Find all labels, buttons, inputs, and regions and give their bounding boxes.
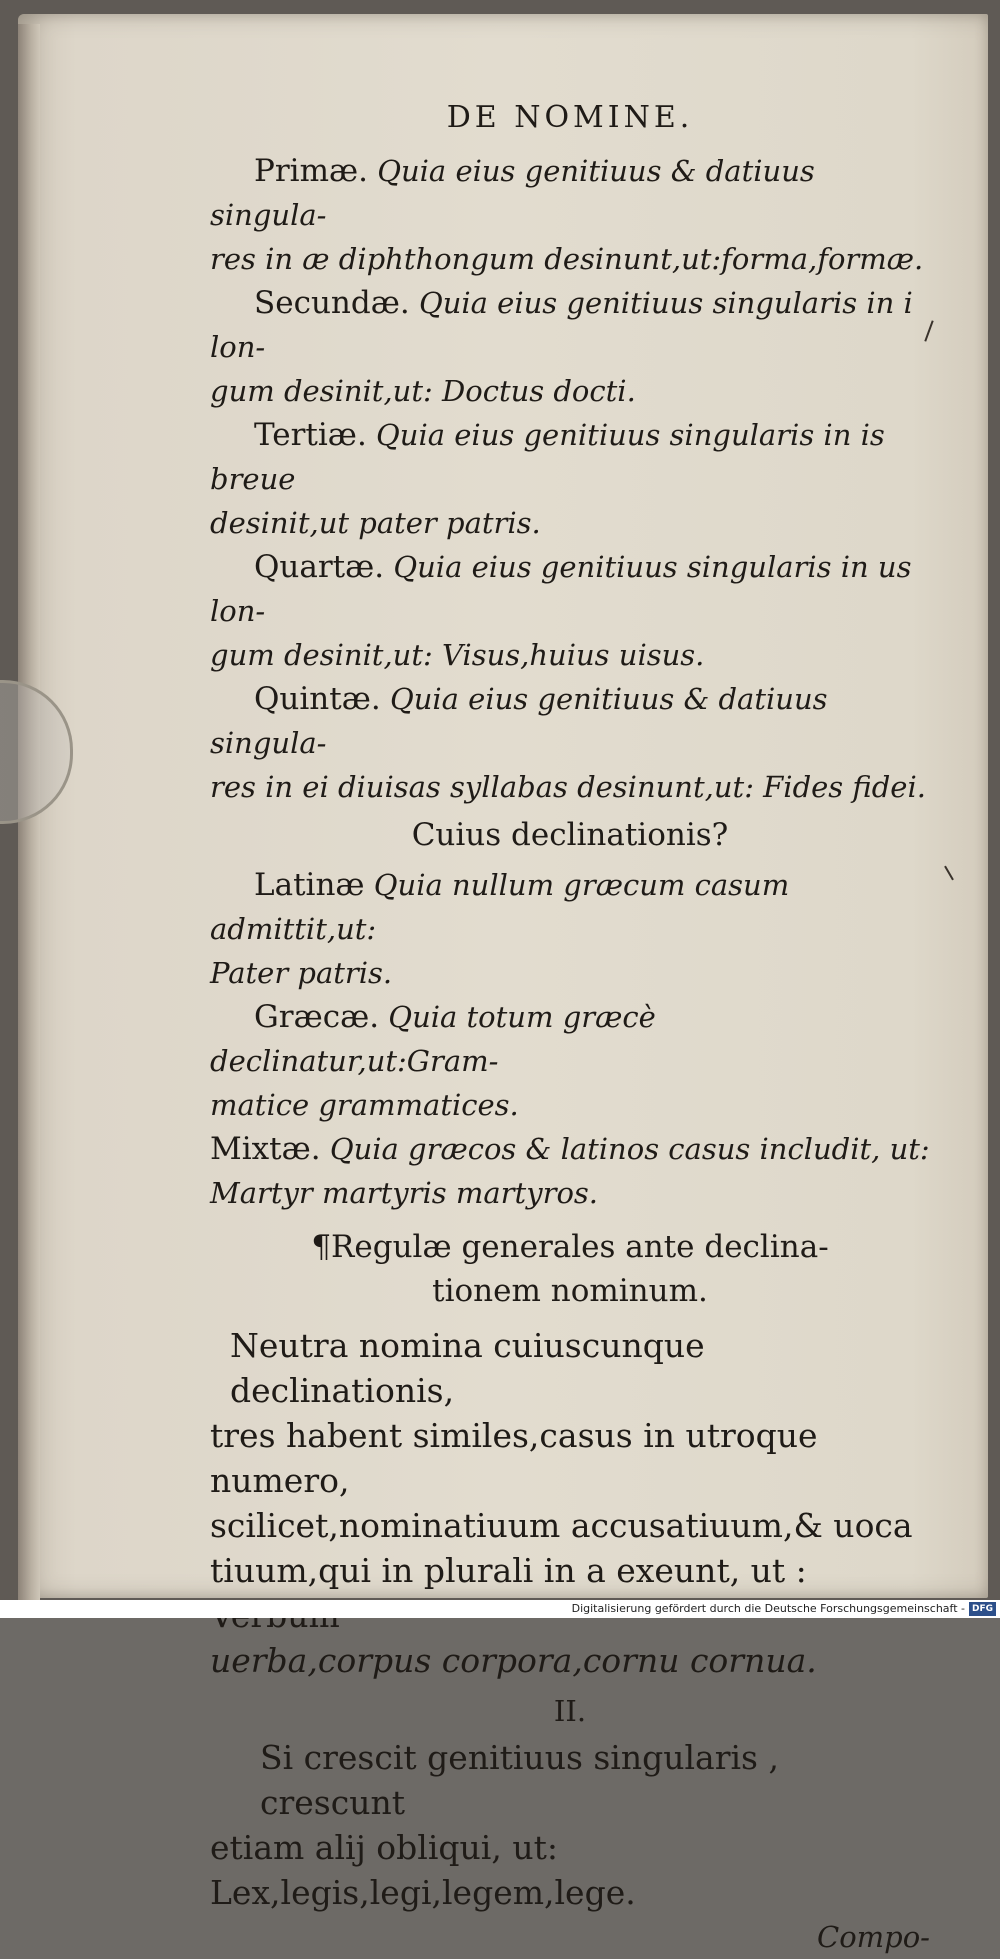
footer-text: Digitalisierung gefördert durch die Deutsche Forschungsgemeinschaft -: [571, 1602, 965, 1615]
entry-line: gum desinit,ut: Visus,huius uisus.: [210, 638, 705, 672]
rule-one: [210, 1323, 930, 1683]
entry-line: Quia eius genitiuus singularis in is breue: [210, 418, 885, 496]
rules-heading-line1: ¶Regulæ generales ante declina-: [311, 1229, 829, 1265]
rules-heading-line2: tionem nominum.: [432, 1273, 708, 1309]
entry-lead: Quartæ.: [254, 549, 385, 585]
entry-line: Quia eius genitiuus & datiuus singula-: [210, 154, 815, 232]
entry-graeca: [210, 995, 930, 1127]
rule-line: Si crescit genitiuus singularis , crescunt: [260, 1738, 779, 1822]
entry-line: Martyr martyris martyros.: [210, 1176, 599, 1210]
page-heading: DE NOMINE.: [446, 100, 694, 135]
entry-lead: Græcæ.: [254, 999, 380, 1035]
rule-line: scilicet,nominatiuum accusatiuum,& uoca: [210, 1506, 913, 1545]
entry-prima: [210, 149, 930, 281]
entry-line: gum desinit,ut: Doctus docti.: [210, 374, 636, 408]
rule-line: tiuum,qui in plurali in a exeunt, ut :: [210, 1551, 807, 1590]
entry-latina: [210, 863, 930, 995]
rule-line: Neutra nomina cuiuscunque declinationis,: [230, 1326, 705, 1410]
entry-lead: Primæ.: [254, 153, 368, 189]
entry-line: desinit,ut pater patris.: [210, 506, 541, 540]
entry-tertia: [210, 413, 930, 545]
entry-lead: Secundæ.: [254, 285, 410, 321]
entry-line: Quia eius genitiuus singularis in us lon-: [210, 550, 912, 628]
dfg-logo: DFG: [969, 1602, 996, 1616]
entry-line: Quia nullum græcum casum admittit,ut:: [210, 868, 790, 946]
catchword: Compo-: [817, 1920, 930, 1954]
rule-line: uerba,corpus corpora,cornu cornua.: [210, 1641, 817, 1680]
entry-quinta: [210, 677, 930, 809]
digitization-footer: [0, 1600, 1000, 1618]
entry-line: Quia græcos & latinos casus includit, ut:: [329, 1132, 930, 1166]
rule-line: tres habent similes,casus in utroque numero,: [210, 1416, 818, 1500]
entry-line: Pater patris.: [210, 956, 393, 990]
entry-mixta: [210, 1127, 930, 1215]
entry-quarta: [210, 545, 930, 677]
rule-line: etiam alij obliqui, ut: Lex,legis,legi,legem,lege.: [210, 1828, 636, 1912]
entry-line: res in ei diuisas syllabas desinunt,ut: Fides fidei.: [210, 770, 926, 804]
entry-line: res in æ diphthongum desinunt,ut:forma,formæ.: [210, 242, 924, 276]
entry-lead: Mixtæ.: [210, 1131, 321, 1167]
entry-line: Quia eius genitiuus singularis in i lon-: [210, 286, 913, 364]
type-list: [210, 863, 930, 1215]
entry-lead: Tertiæ.: [254, 417, 367, 453]
entry-lead: Quintæ.: [254, 681, 381, 717]
entry-line: Quia totum græcè declinatur,ut:Gram-: [210, 1000, 656, 1078]
rule-number: II.: [553, 1694, 587, 1728]
page-text: [210, 100, 930, 1959]
declension-list: [210, 149, 930, 809]
entry-line: Quia eius genitiuus & datiuus singula-: [210, 682, 828, 760]
rule-two: [210, 1735, 930, 1915]
entry-lead: Latinæ: [254, 867, 365, 903]
entry-line: matice grammatices.: [210, 1088, 519, 1122]
entry-secunda: [210, 281, 930, 413]
subheading-cuius: Cuius declinationis?: [411, 817, 729, 853]
